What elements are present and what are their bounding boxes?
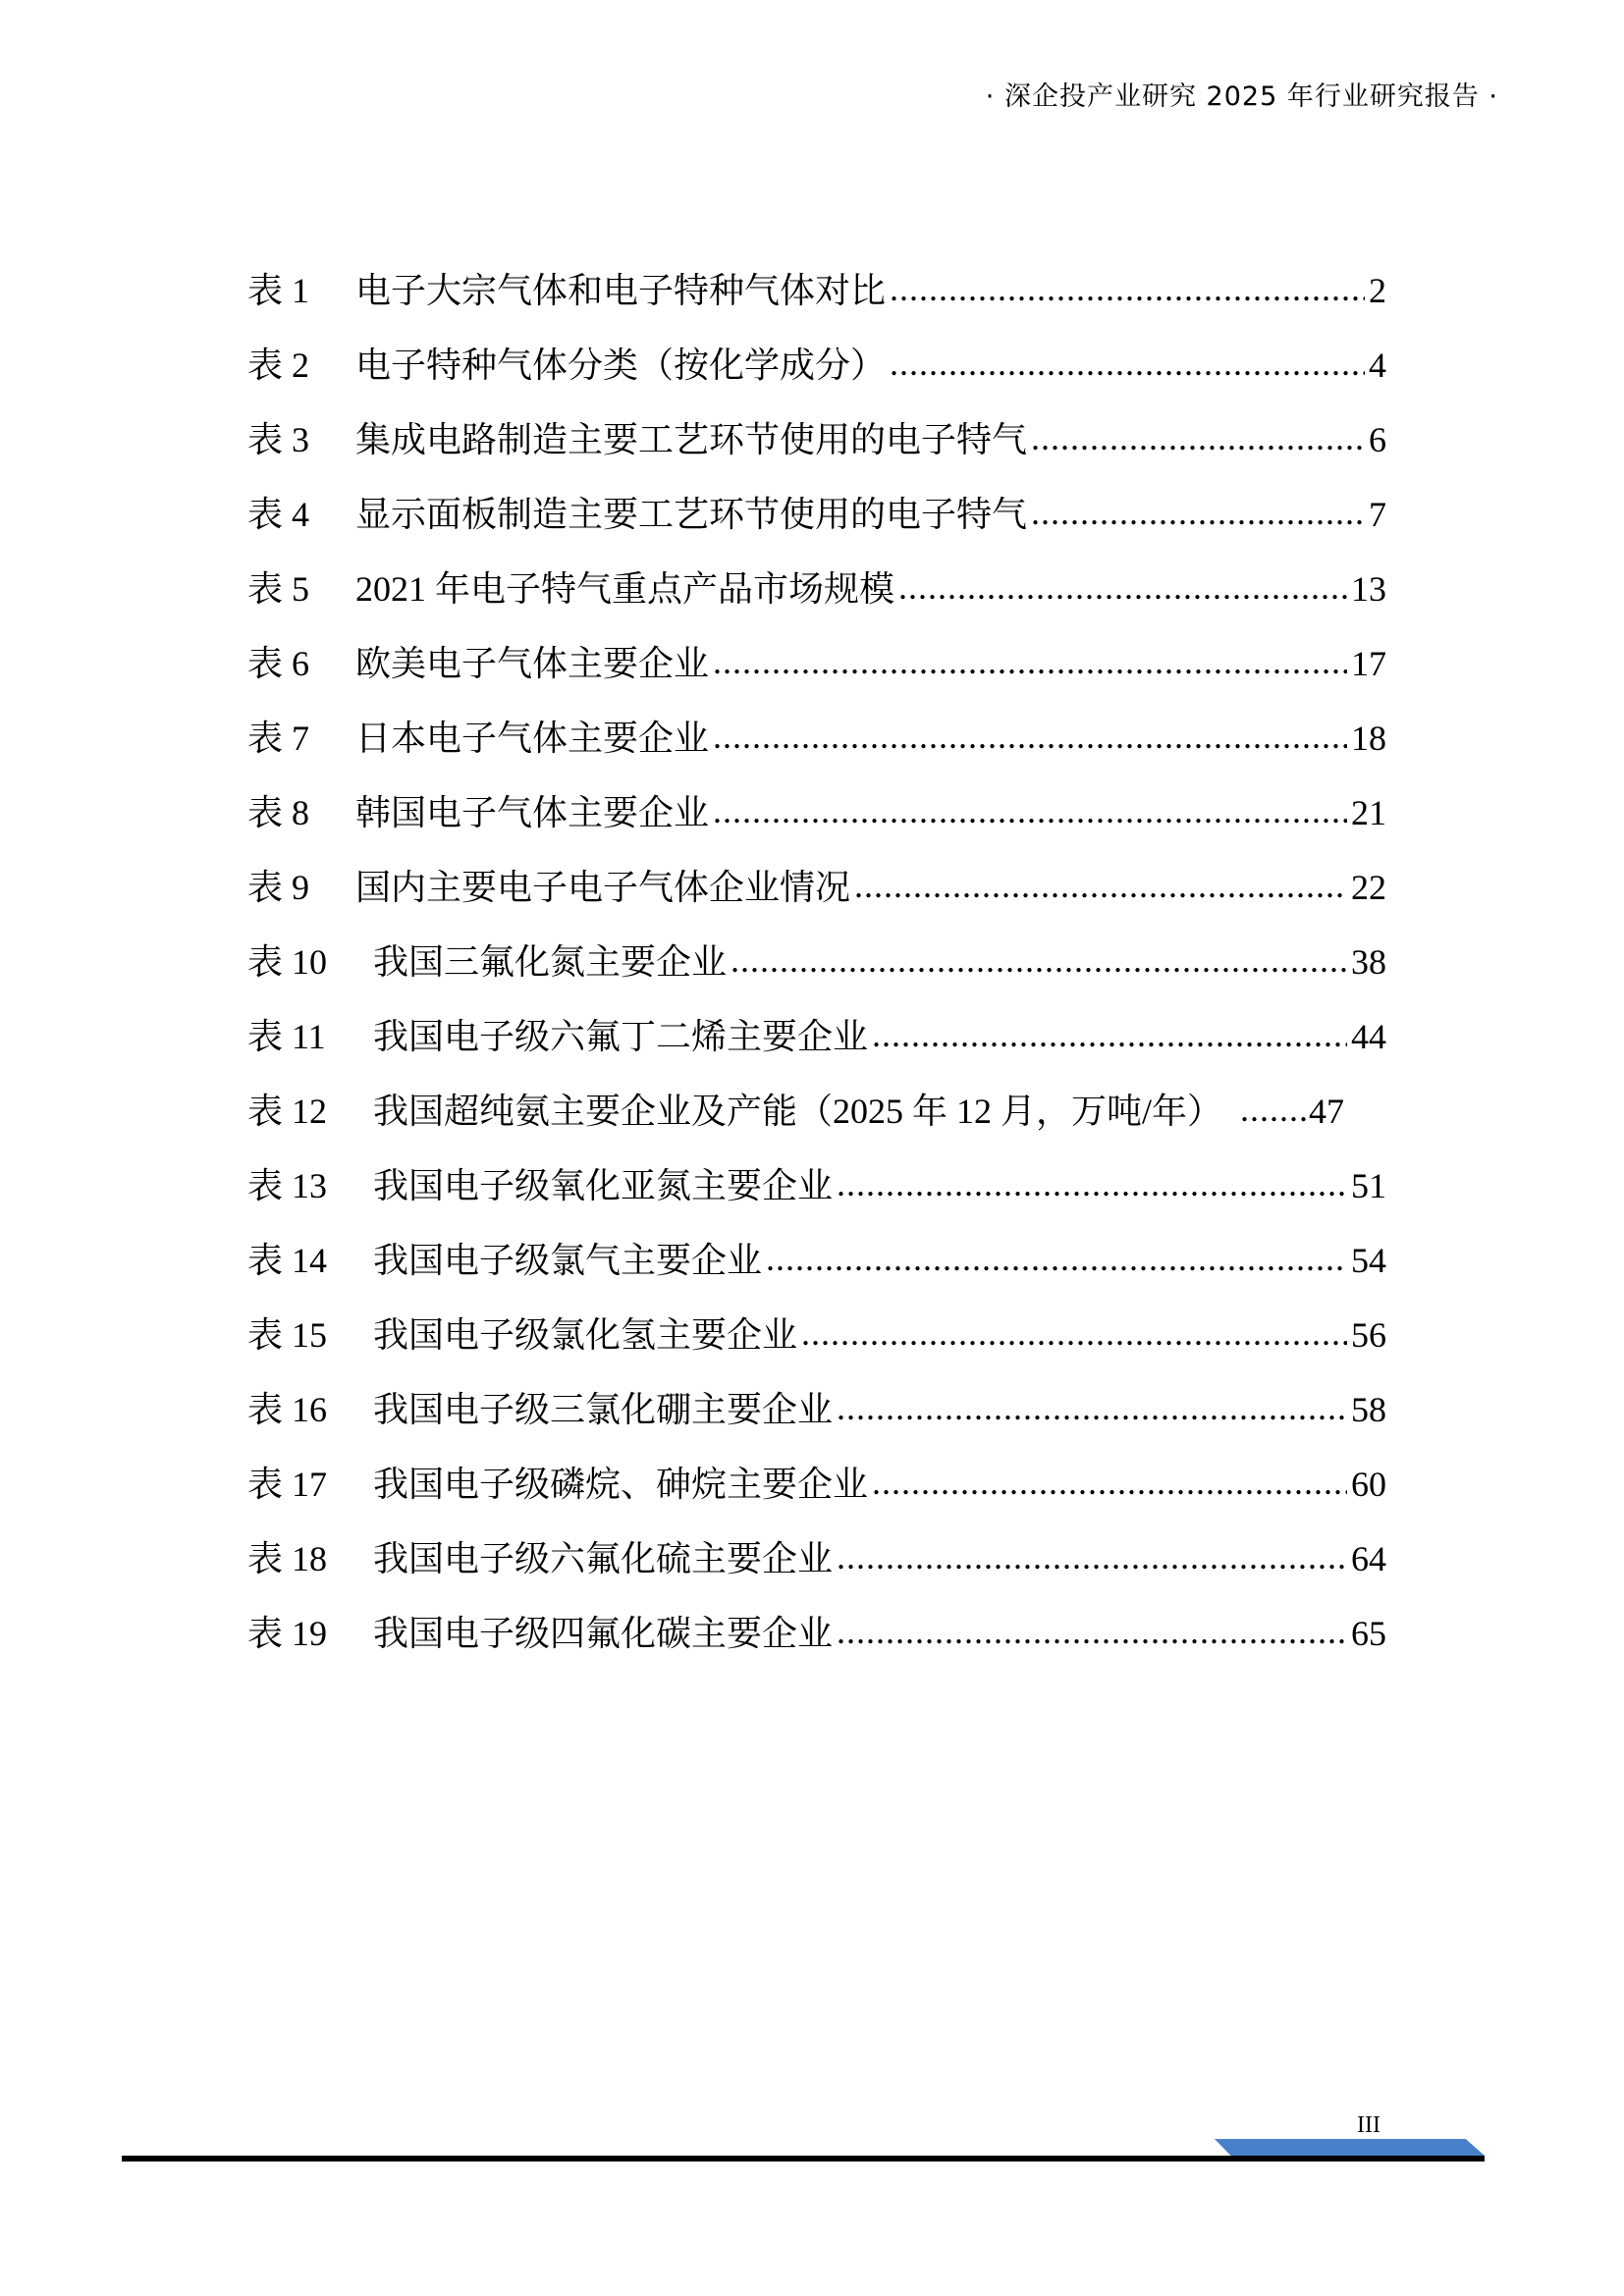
dot-leader bbox=[1240, 1086, 1309, 1133]
toc-entry[interactable] bbox=[247, 789, 1386, 864]
toc-entry-label: 表 8 bbox=[247, 793, 310, 832]
dot-leader bbox=[837, 1384, 1347, 1431]
toc-entry-label: 表 17 bbox=[247, 1465, 328, 1504]
toc-entry[interactable] bbox=[247, 715, 1386, 789]
dot-leader bbox=[898, 563, 1347, 611]
toc-entry-title: 我国电子级氧化亚氮主要企业 bbox=[373, 1166, 834, 1205]
footer-rule bbox=[122, 2156, 1485, 2162]
toc-entry-page: 47 bbox=[1309, 1092, 1345, 1131]
dot-leader bbox=[713, 638, 1347, 685]
toc-entry[interactable] bbox=[247, 1311, 1386, 1386]
toc-entry-title: 欧美电子气体主要企业 bbox=[355, 644, 710, 683]
toc-entry[interactable] bbox=[247, 1386, 1386, 1461]
toc-entry-page: 4 bbox=[1369, 346, 1386, 385]
toc-entry-label: 表 16 bbox=[247, 1390, 328, 1429]
dot-leader bbox=[801, 1309, 1347, 1357]
toc-entry-page: 17 bbox=[1351, 644, 1386, 683]
toc-entry-label: 表 18 bbox=[247, 1539, 328, 1578]
toc-entry-page: 64 bbox=[1351, 1539, 1386, 1578]
toc-entry[interactable] bbox=[247, 565, 1386, 640]
toc-entry[interactable] bbox=[247, 416, 1386, 491]
toc-entry-label: 表 1 bbox=[247, 271, 310, 310]
toc-entry-page: 21 bbox=[1351, 793, 1386, 832]
running-header: · 深企投产业研究 2025 年行业研究报告 · bbox=[985, 81, 1498, 112]
toc-entry-page: 44 bbox=[1351, 1017, 1386, 1056]
dot-leader bbox=[731, 936, 1347, 984]
dot-leader bbox=[872, 1011, 1347, 1058]
toc-entry-title: 我国电子级磷烷、砷烷主要企业 bbox=[373, 1465, 869, 1504]
toc-entry-title: 我国电子级氯化氢主要企业 bbox=[373, 1315, 798, 1355]
footer-accent-bar bbox=[1215, 2139, 1485, 2156]
toc-entry-title: 我国电子级四氟化碳主要企业 bbox=[373, 1614, 834, 1653]
toc-entry-label: 表 14 bbox=[247, 1241, 328, 1280]
toc-entry-page: 18 bbox=[1351, 719, 1386, 758]
table-of-tables bbox=[247, 267, 1386, 1684]
toc-entry[interactable] bbox=[247, 1013, 1386, 1088]
toc-entry-page: 7 bbox=[1369, 495, 1386, 534]
toc-entry-title: 我国电子级六氟化硫主要企业 bbox=[373, 1539, 834, 1578]
toc-entry[interactable] bbox=[247, 1461, 1386, 1535]
toc-entry-page: 6 bbox=[1369, 420, 1386, 459]
dot-leader bbox=[854, 862, 1347, 909]
dot-leader bbox=[837, 1160, 1347, 1207]
toc-entry[interactable] bbox=[247, 640, 1386, 715]
toc-entry-page: 54 bbox=[1351, 1241, 1386, 1280]
dot-leader bbox=[872, 1459, 1347, 1506]
toc-entry-title: 电子大宗气体和电子特种气体对比 bbox=[355, 271, 887, 310]
toc-entry-label: 表 3 bbox=[247, 420, 310, 459]
toc-entry-page: 58 bbox=[1351, 1390, 1386, 1429]
toc-entry-title: 2021 年电子特气重点产品市场规模 bbox=[355, 569, 895, 609]
toc-entry-title: 我国超纯氨主要企业及产能（2025 年 12 月，万吨/年） bbox=[373, 1092, 1223, 1131]
toc-entry-label: 表 7 bbox=[247, 719, 310, 758]
toc-entry-page: 2 bbox=[1369, 271, 1386, 310]
dot-leader bbox=[890, 340, 1365, 387]
dot-leader bbox=[766, 1235, 1347, 1282]
dot-leader bbox=[890, 265, 1365, 312]
toc-entry[interactable] bbox=[247, 864, 1386, 938]
toc-entry[interactable] bbox=[247, 267, 1386, 342]
toc-entry-label: 表 13 bbox=[247, 1166, 328, 1205]
toc-entry-title: 我国电子级三氯化硼主要企业 bbox=[373, 1390, 834, 1429]
toc-entry-label: 表 19 bbox=[247, 1614, 328, 1653]
toc-entry-label: 表 15 bbox=[247, 1315, 328, 1355]
toc-entry[interactable] bbox=[247, 1535, 1386, 1610]
toc-entry-label: 表 5 bbox=[247, 569, 310, 609]
dot-leader bbox=[713, 713, 1347, 760]
toc-entry-page: 22 bbox=[1351, 868, 1386, 907]
toc-entry-title: 电子特种气体分类（按化学成分） bbox=[355, 346, 887, 385]
dot-leader bbox=[837, 1533, 1347, 1580]
dot-leader bbox=[837, 1608, 1347, 1655]
toc-entry[interactable] bbox=[247, 342, 1386, 416]
toc-entry-title: 我国三氟化氮主要企业 bbox=[373, 942, 728, 982]
toc-entry-page: 38 bbox=[1351, 942, 1386, 982]
toc-entry-label: 表 2 bbox=[247, 346, 310, 385]
dot-leader bbox=[713, 787, 1347, 834]
toc-entry-label: 表 6 bbox=[247, 644, 310, 683]
toc-entry[interactable] bbox=[247, 1610, 1386, 1684]
toc-entry-page: 60 bbox=[1351, 1465, 1386, 1504]
toc-entry[interactable] bbox=[247, 1237, 1386, 1311]
toc-entry-title: 韩国电子气体主要企业 bbox=[355, 793, 710, 832]
toc-entry-page: 65 bbox=[1351, 1614, 1386, 1653]
dot-leader bbox=[1031, 489, 1365, 536]
footer-page-number: III bbox=[1357, 2112, 1380, 2138]
toc-entry-label: 表 11 bbox=[247, 1017, 326, 1056]
toc-entry[interactable] bbox=[247, 1162, 1386, 1237]
toc-entry-title: 国内主要电子电子气体企业情况 bbox=[355, 868, 851, 907]
toc-entry-label: 表 9 bbox=[247, 868, 310, 907]
toc-entry-page: 51 bbox=[1351, 1166, 1386, 1205]
toc-entry-page: 56 bbox=[1351, 1315, 1386, 1355]
toc-entry[interactable] bbox=[247, 1088, 1386, 1162]
toc-entry-title: 显示面板制造主要工艺环节使用的电子特气 bbox=[355, 495, 1028, 534]
toc-entry-title: 集成电路制造主要工艺环节使用的电子特气 bbox=[355, 420, 1028, 459]
toc-entry[interactable] bbox=[247, 491, 1386, 565]
toc-entry-label: 表 12 bbox=[247, 1092, 328, 1131]
toc-entry-title: 我国电子级氯气主要企业 bbox=[373, 1241, 763, 1280]
toc-entry-title: 日本电子气体主要企业 bbox=[355, 719, 710, 758]
toc-entry-label: 表 4 bbox=[247, 495, 310, 534]
toc-entry[interactable] bbox=[247, 938, 1386, 1013]
dot-leader bbox=[1031, 414, 1365, 461]
toc-entry-title: 我国电子级六氟丁二烯主要企业 bbox=[373, 1017, 869, 1056]
toc-entry-label: 表 10 bbox=[247, 942, 328, 982]
toc-entry-page: 13 bbox=[1351, 569, 1386, 609]
